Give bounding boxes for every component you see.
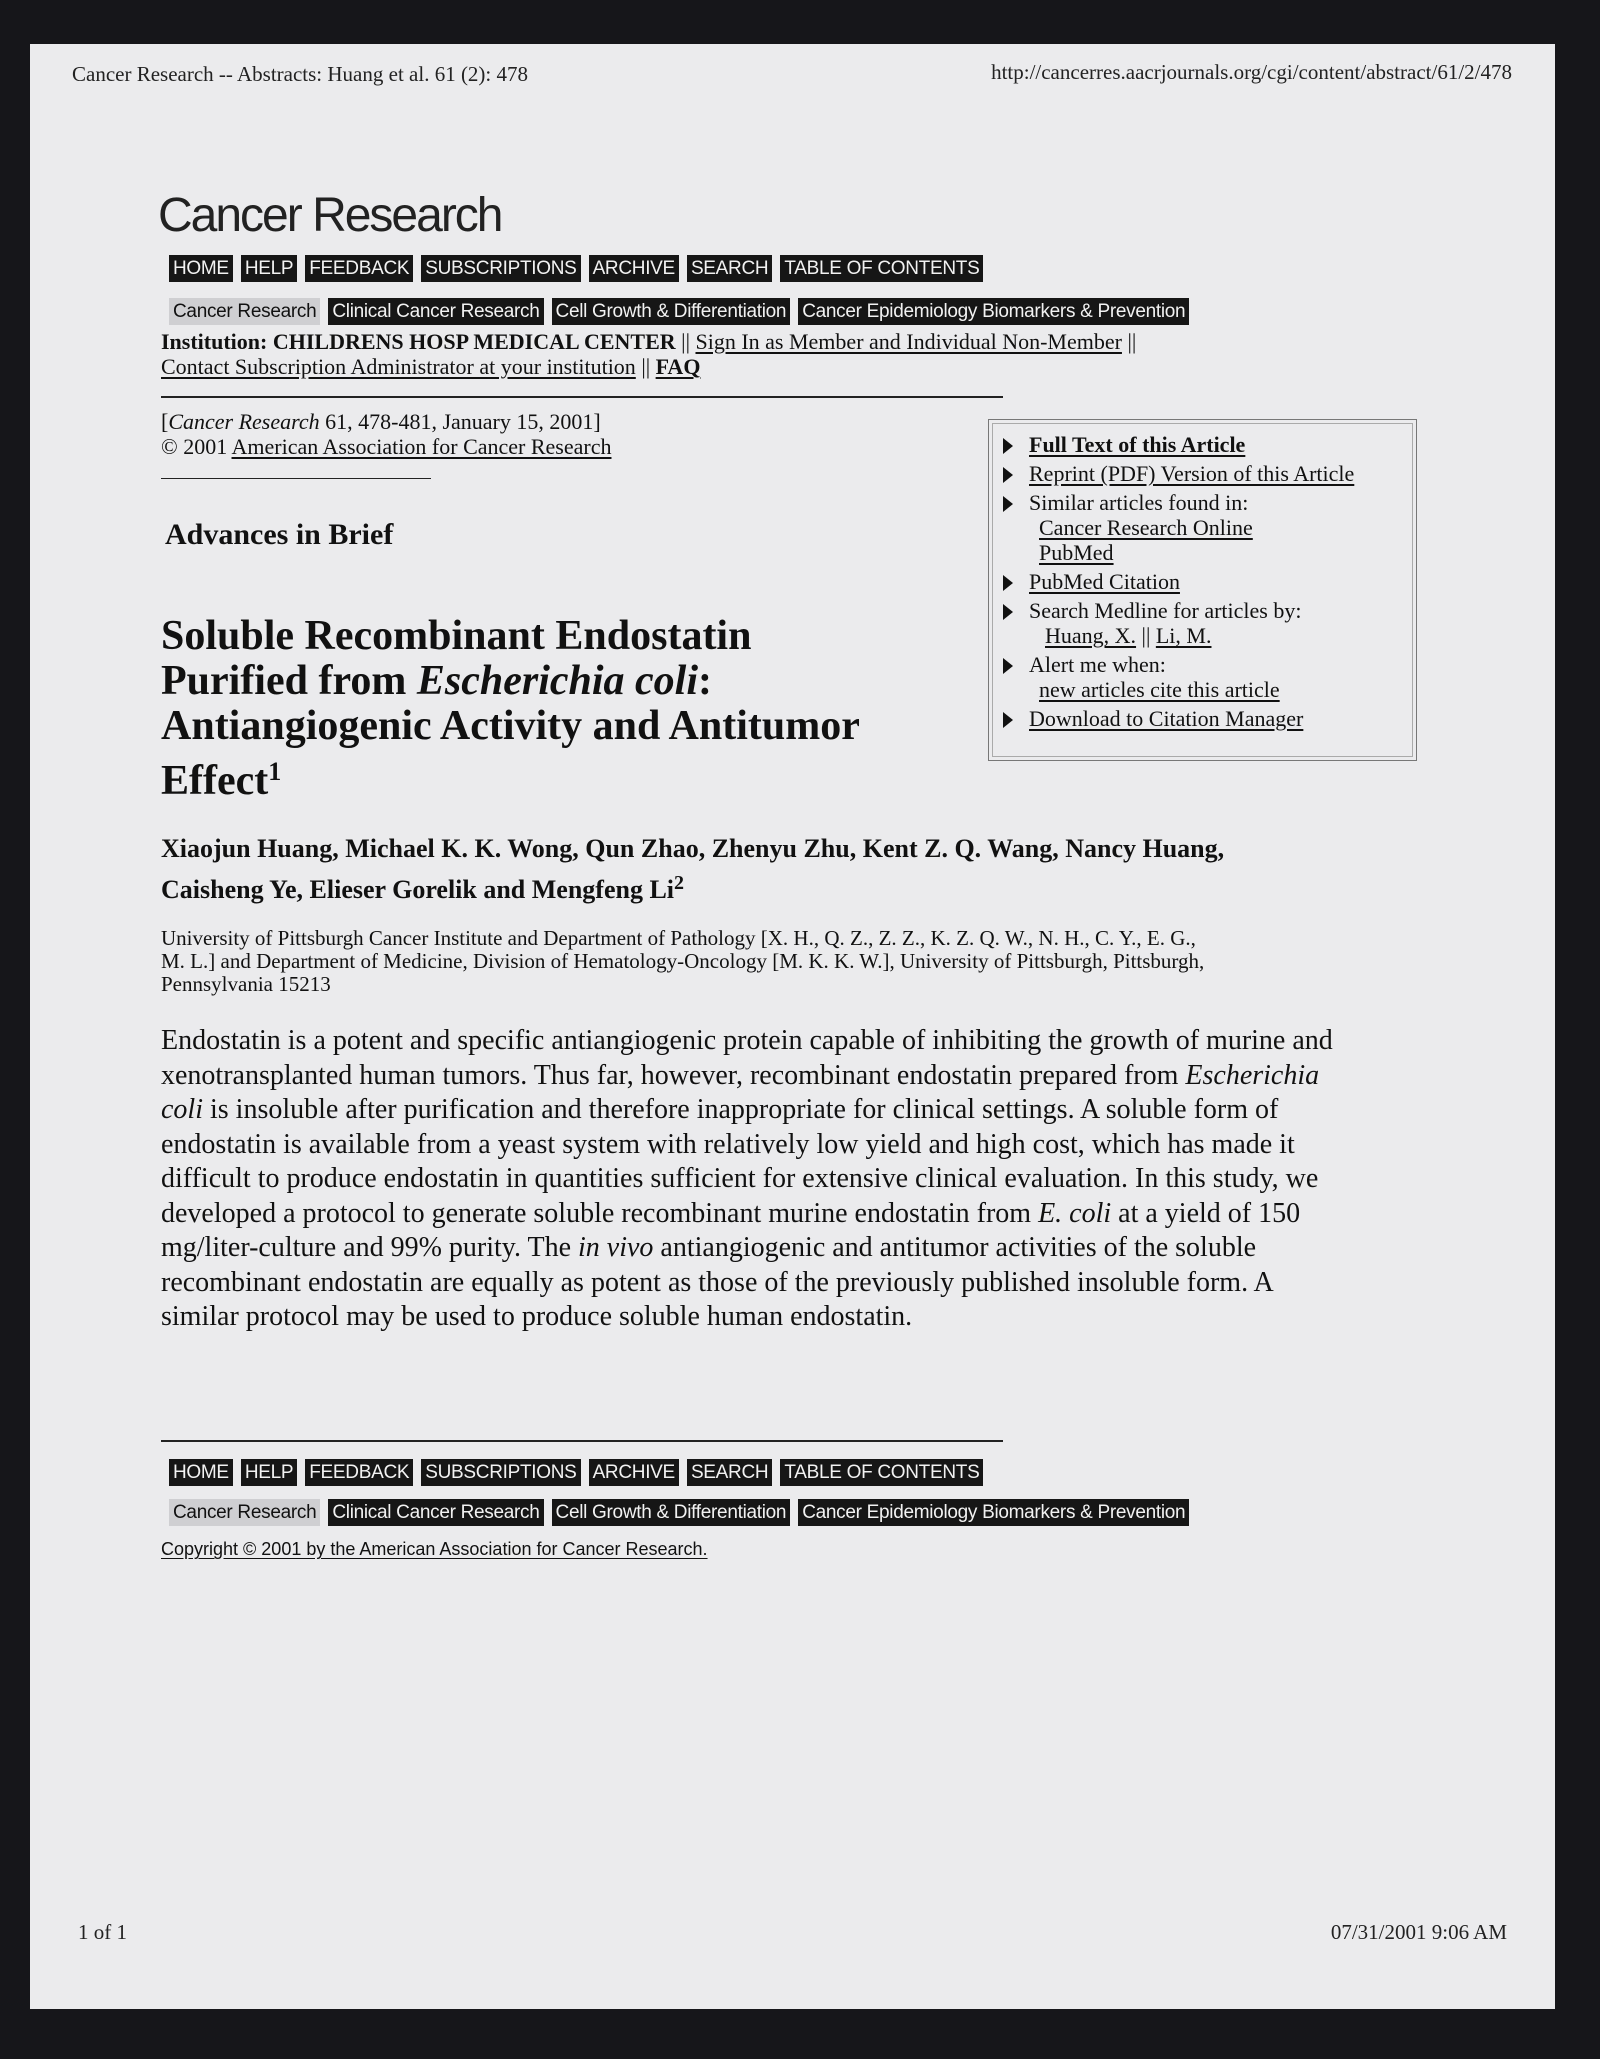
tool-item — [1003, 706, 1416, 731]
abstract-line: difficult to produce endostatin in quantities sufficient for extensive clinical evaluation. In this study, we — [161, 1163, 1319, 1194]
nav-subscriptions-button[interactable]: SUBSCRIPTIONS — [421, 1459, 580, 1486]
separator: || — [641, 354, 651, 379]
print-timestamp: 07/31/2001 9:06 AM — [1330, 1920, 1507, 1944]
author-huang-link[interactable]: Huang, X. — [1045, 623, 1137, 648]
article-title — [161, 614, 860, 804]
nav-archive-button[interactable]: ARCHIVE — [589, 1459, 679, 1486]
abstract-line: similar protocol may be used to produce soluble human endostatin. — [161, 1301, 913, 1332]
section-label: Advances in Brief — [165, 518, 394, 551]
page-count: 1 of 1 — [78, 1920, 127, 1944]
publisher-link[interactable]: American Association for Cancer Research — [231, 434, 612, 459]
abstract-italic: Escherichia — [1185, 1059, 1320, 1091]
print-header-url: http://cancerres.aacrjournals.org/cgi/content/abstract/61/2/478 — [991, 60, 1512, 84]
journal-cancer-epidemiology-tab[interactable]: Cancer Epidemiology Biomarkers & Prevention — [798, 1499, 1189, 1526]
triangle-bullet-icon — [1003, 496, 1013, 512]
article-tools-box — [988, 419, 1417, 761]
institution-label: Institution: CHILDRENS HOSP MEDICAL CENTER — [161, 329, 676, 354]
nav-subscriptions-button[interactable]: SUBSCRIPTIONS — [421, 255, 580, 282]
faq-link[interactable]: FAQ — [655, 354, 701, 379]
nav-toc-button[interactable]: TABLE OF CONTENTS — [780, 255, 983, 282]
triangle-bullet-icon — [1003, 575, 1013, 591]
nav-feedback-button[interactable]: FEEDBACK — [305, 255, 413, 282]
copyright-link[interactable]: Copyright © 2001 by the American Association for Cancer Research. — [161, 1539, 708, 1559]
alert-label: Alert me when: — [1029, 652, 1166, 677]
author-li-link[interactable]: Li, M. — [1155, 623, 1212, 648]
similar-label: Similar articles found in: — [1029, 490, 1249, 515]
full-text-link[interactable]: Full Text of this Article — [1029, 432, 1246, 457]
search-medline-label: Search Medline for articles by: — [1029, 598, 1302, 623]
tool-item — [1003, 461, 1416, 486]
title-species: Escherichia coli — [416, 658, 699, 704]
nav-search-button[interactable]: SEARCH — [687, 1459, 772, 1486]
title-text: : — [698, 658, 713, 704]
nav-help-button[interactable]: HELP — [241, 255, 297, 282]
abstract-line: Endostatin is a potent and specific antiangiogenic protein capable of inhibiting the growth of murine and — [161, 1025, 1333, 1056]
title-line: Soluble Recombinant Endostatin — [161, 613, 752, 659]
copyright-prefix: © 2001 — [161, 434, 232, 459]
pubmed-citation-link[interactable]: PubMed Citation — [1029, 569, 1180, 594]
abstract-text: mg/liter-culture and 99% purity. The — [161, 1232, 578, 1263]
author-footnote-link[interactable]: 2 — [674, 872, 685, 894]
institution-block — [161, 329, 1361, 379]
reprint-pdf-link[interactable]: Reprint (PDF) Version of this Article — [1029, 461, 1355, 486]
separator: || — [1141, 623, 1151, 648]
title-text: Purified from — [161, 658, 417, 704]
triangle-bullet-icon — [1003, 712, 1013, 728]
title-line: Antiangiogenic Activity and Antitumor — [161, 703, 860, 749]
journal-clinical-cancer-research-tab[interactable]: Clinical Cancer Research — [328, 298, 543, 325]
tool-item — [1003, 432, 1416, 457]
tool-item — [1003, 569, 1416, 594]
sign-in-link[interactable]: Sign In as Member and Individual Non-Member — [695, 329, 1122, 354]
tool-item — [1003, 652, 1416, 702]
separator: || — [681, 329, 690, 354]
citation-block — [161, 409, 611, 459]
abstract-text: xenotransplanted human tumors. Thus far, however, recombinant endostatin prepared from — [161, 1059, 1186, 1091]
separator: || — [1127, 329, 1137, 354]
bottom-journal-nav-bar — [169, 1499, 1189, 1526]
cancer-research-online-link[interactable]: Cancer Research Online — [1039, 515, 1253, 540]
abstract-italic: coli — [161, 1094, 203, 1125]
author-list — [161, 832, 1491, 907]
divider — [161, 1440, 1003, 1442]
printed-page — [30, 44, 1555, 2009]
print-header-title: Cancer Research -- Abstracts: Huang et al. 61 (2): 478 — [72, 62, 529, 86]
bottom-nav-bar — [169, 1459, 983, 1486]
abstract-italic: in vivo — [578, 1232, 654, 1263]
divider — [161, 478, 431, 479]
author-line: Xiaojun Huang, Michael K. K. Wong, Qun Zhao, Zhenyu Zhu, Kent Z. Q. Wang, Nancy Huang, — [161, 834, 1225, 863]
abstract-text: at a yield of 150 — [1111, 1197, 1301, 1229]
citation-bracket: [ — [161, 409, 169, 434]
contact-admin-link[interactable]: Contact Subscription Administrator at your institution — [161, 354, 636, 379]
affiliation-line: University of Pittsburgh Cancer Institute and Department of Pathology [X. H., Q. Z., Z. Z., K. Z. Q. W., N. H., C. Y., E. G., — [161, 926, 1196, 950]
journal-cancer-epidemiology-tab[interactable]: Cancer Epidemiology Biomarkers & Prevention — [798, 298, 1189, 325]
journal-cell-growth-tab[interactable]: Cell Growth & Differentiation — [552, 1499, 791, 1526]
abstract-text: is insoluble after purification and therefore inappropriate for clinical settings. A soluble form of — [203, 1094, 1279, 1125]
triangle-bullet-icon — [1003, 604, 1013, 620]
abstract-line: endostatin is available from a yeast system with relatively low yield and high cost, which has made it — [161, 1128, 1295, 1160]
tool-item — [1003, 598, 1416, 648]
nav-home-button[interactable]: HOME — [169, 255, 233, 282]
journal-cancer-research-tab[interactable]: Cancer Research — [169, 298, 320, 325]
title-footnote-link[interactable]: 1 — [268, 757, 282, 786]
tool-item — [1003, 490, 1416, 565]
journal-logo: Cancer Research — [158, 189, 502, 242]
abstract-text: developed a protocol to generate soluble recombinant murine endostatin from — [161, 1197, 1039, 1229]
affiliation-line: M. L.] and Department of Medicine, Division of Hematology-Oncology [M. K. K. W.], University of Pittsburgh, Pittsburgh, — [161, 949, 1205, 973]
title-text: Effect — [161, 758, 269, 804]
citation-details: 61, 478-481, January 15, 2001] — [319, 409, 601, 434]
citation-journal: Cancer Research — [168, 409, 320, 434]
triangle-bullet-icon — [1003, 467, 1013, 483]
author-line: Caisheng Ye, Elieser Gorelik and Mengfeng Li — [161, 875, 675, 904]
nav-feedback-button[interactable]: FEEDBACK — [305, 1459, 413, 1486]
journal-nav-bar — [169, 298, 1189, 325]
abstract-body — [161, 1024, 1511, 1335]
abstract-line: recombinant endostatin are equally as potent as those of the previously published insoluble form. A — [161, 1266, 1274, 1298]
journal-cell-growth-tab[interactable]: Cell Growth & Differentiation — [552, 298, 791, 325]
download-citation-link[interactable]: Download to Citation Manager — [1029, 706, 1304, 731]
nav-toc-button[interactable]: TABLE OF CONTENTS — [780, 1459, 983, 1486]
journal-clinical-cancer-research-tab[interactable]: Clinical Cancer Research — [328, 1499, 543, 1526]
triangle-bullet-icon — [1003, 438, 1013, 454]
triangle-bullet-icon — [1003, 658, 1013, 674]
nav-help-button[interactable]: HELP — [241, 1459, 297, 1486]
abstract-text: antiangiogenic and antitumor activities of the soluble — [653, 1232, 1257, 1263]
alert-cite-link[interactable]: new articles cite this article — [1039, 677, 1280, 702]
journal-cancer-research-tab[interactable]: Cancer Research — [169, 1499, 320, 1526]
nav-archive-button[interactable]: ARCHIVE — [589, 255, 679, 282]
nav-search-button[interactable]: SEARCH — [687, 255, 772, 282]
affiliation — [161, 927, 1501, 996]
nav-home-button[interactable]: HOME — [169, 1459, 233, 1486]
divider — [161, 396, 1003, 398]
affiliation-line: Pennsylvania 15213 — [161, 972, 331, 996]
pubmed-link[interactable]: PubMed — [1039, 540, 1114, 565]
abstract-italic: E. coli — [1038, 1197, 1112, 1229]
top-nav-bar — [169, 255, 983, 282]
